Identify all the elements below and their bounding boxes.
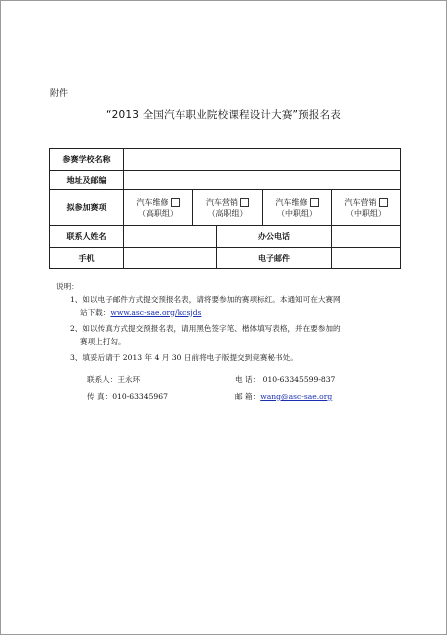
page-title: “2013 全国汽车职业院校课程设计大赛”预报名表 [106, 109, 341, 121]
mobile-field[interactable] [124, 248, 217, 269]
event-line1: 汽车维修 [136, 197, 169, 207]
office-phone-field[interactable] [332, 226, 401, 248]
event-option-repair-higher[interactable] [124, 190, 193, 226]
school-name-field[interactable] [124, 149, 401, 171]
checkbox-icon[interactable] [379, 198, 388, 207]
download-link[interactable]: www.asc-sae.org/kcsjds [110, 307, 202, 317]
event-option-sales-higher[interactable] [193, 190, 263, 226]
checkbox-icon[interactable] [310, 198, 319, 207]
note-item-2 [70, 323, 341, 348]
event-line1: 汽车营销 [206, 197, 238, 207]
contact-person: 联系人：王永环 [87, 375, 141, 384]
note-item-3: 3、填妥后请于 2013 年 4 月 30 日前将电子版提交到竞赛秘书处。 [70, 353, 298, 362]
contact-email-row [235, 391, 332, 402]
email-label: 电子邮件 [217, 248, 332, 269]
event-option-sales-secondary[interactable] [332, 190, 401, 226]
event-line1: 汽车营销 [344, 197, 377, 207]
registration-form-table [49, 148, 401, 269]
note-item-1 [70, 294, 341, 319]
address-label: 地址及邮编 [50, 171, 124, 190]
notes-heading: 说明： [56, 282, 79, 291]
appendix-label: 附件 [50, 89, 69, 99]
note-2-line2: 赛项上打勾。 [80, 336, 126, 346]
event-option-repair-secondary[interactable] [263, 190, 332, 226]
note-1-text: 1、如以电子邮件方式提交预报名表，请将要参加的赛项标红。本通知可在大赛网 [70, 295, 341, 304]
event-line2: （中职组） [346, 208, 387, 218]
checkbox-icon[interactable] [171, 198, 180, 207]
contact-fax: 传 真：010-63345967 [87, 392, 168, 401]
note-1-cont: 站下载： [80, 307, 111, 317]
email-field[interactable] [332, 248, 401, 269]
mobile-label: 手机 [50, 248, 124, 269]
event-line2: （中职组） [277, 208, 317, 218]
events-label: 拟参加赛项 [50, 190, 124, 226]
contact-phone: 电 话： 010-63345599-837 [235, 375, 336, 384]
address-field[interactable] [124, 171, 401, 190]
checkbox-icon[interactable] [240, 198, 249, 207]
contact-name-label: 联系人姓名 [50, 226, 124, 248]
event-line1: 汽车维修 [275, 197, 308, 207]
contact-name-field[interactable] [124, 226, 217, 248]
contact-email-link[interactable]: wang@asc-sae.org [260, 392, 333, 401]
contact-email-prefix: 邮 箱： [235, 392, 261, 401]
event-line2: （高职组） [207, 208, 248, 218]
school-name-label: 参赛学校名称 [50, 149, 124, 171]
office-phone-label: 办公电话 [217, 226, 332, 248]
event-line2: （高职组） [138, 208, 178, 218]
note-2-line1: 2、如以传真方式提交预报名表，请用黑色签字笔、楷体填写表格，并在要参加的 [70, 324, 341, 333]
